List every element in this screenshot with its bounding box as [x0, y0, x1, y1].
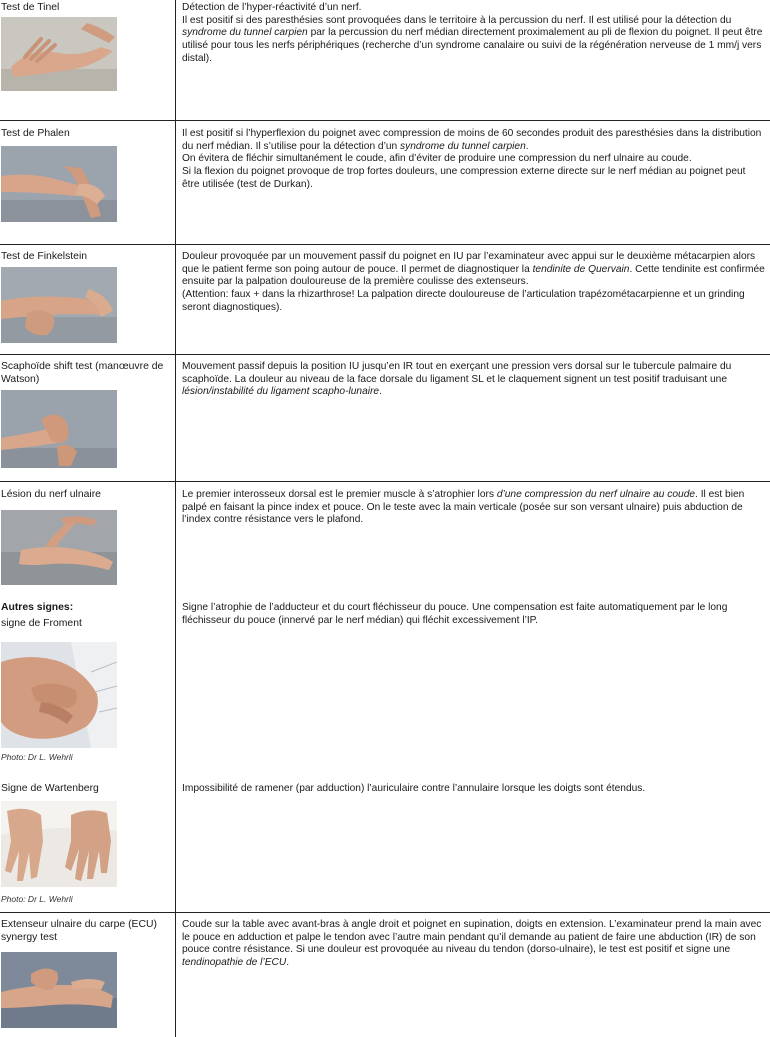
table-row	[0, 361, 770, 481]
test-cell	[1, 128, 171, 141]
test-label: signe de Froment	[1, 617, 82, 629]
test-cell	[1, 361, 171, 386]
table-row	[0, 251, 770, 353]
scaphoid-pressure-photo	[1, 390, 117, 468]
row-divider	[0, 912, 770, 913]
description-cell	[182, 783, 765, 796]
test-cell	[1, 251, 171, 264]
test-label: Test de Phalen	[1, 128, 70, 139]
test-label: Extenseur ulnaire du carpe (ECU) synergy test	[1, 919, 157, 943]
description-cell	[182, 128, 765, 192]
description-paragraph: Coude sur la table avec avant-bras à angle droit et poignet en supination, doigts en extension. L’examinateur prend la main avec le pouce en adduction et palpe le tendon avec l’autre main pendant qu’il demande au patient de faire une abduction (IR) de son pouce contre résistance. Si une douleur est provoquée au niveau du tendon (dorso-ulnaire), le test est positif et signe une tendinopathie de l’ECU.	[182, 919, 762, 969]
description-cell	[182, 2, 765, 66]
table-row	[0, 783, 770, 911]
test-label: Test de Tinel	[1, 2, 60, 13]
description-paragraph: Détection de l’hyper-réactivité d’un nerf.	[182, 2, 362, 13]
test-cell	[1, 489, 171, 502]
description-cell	[182, 489, 765, 527]
test-description	[182, 2, 765, 66]
test-description	[182, 919, 765, 970]
description-paragraph: Signe l’atrophie de l’adducteur et du court fléchisseur du pouce. Une compensation est faite automatiquement par le long fléchisseur du pouce (innervé par le nerf médian) qui fléchit excessivement l’IP.	[182, 602, 728, 626]
test-description	[182, 251, 765, 315]
table-row	[0, 489, 770, 595]
description-paragraph: Impossibilité de ramener (par adduction) l’auriculaire contre l’annulaire lorsque les doigts sont étendus.	[182, 783, 646, 794]
description-paragraph: Il est positif si des paresthésies sont provoquées dans le territoire à la percussion du nerf. Il est utilisé pour la détection du syndrome du tunnel carpien par la percussion du nerf médian directement proximalement au pli de flexion du poignet. Il peut être utilisé pour tous les nerfs périphériques (recherche d’un syndrome canalaire ou suivi de la régénération nerveuse de 1 mm/j vers distal).	[182, 14, 763, 64]
row-divider	[0, 354, 770, 355]
section-label: Autres signes:	[1, 602, 74, 613]
index-abduction-photo	[1, 510, 117, 585]
fist-ulnar-deviation-photo	[1, 267, 117, 343]
description-paragraph: Mouvement passif depuis la position IU jusqu’en IR tout en exerçant une pression vers dorsal sur le tubercule palmaire du scaphoïde. La douleur au niveau de la face dorsale du ligament SL et le claquement signent un test positif traduisant une lésion/instabilité du ligament scapho-lunaire.	[182, 361, 732, 398]
description-cell	[182, 251, 765, 315]
test-cell	[1, 783, 171, 796]
row-divider	[0, 244, 770, 245]
description-paragraph: (Attention: faux + dans la rhizarthrose! La palpation directe douloureuse de l’articulation trapézométacarpienne et un grinding seront diagnostiques).	[182, 289, 745, 313]
row-divider	[0, 481, 770, 482]
test-cell	[1, 602, 171, 630]
description-cell	[182, 602, 765, 627]
table-row	[0, 919, 770, 1037]
fingers-extended-photo	[1, 801, 117, 887]
forearm-supination-photo	[1, 952, 117, 1028]
table-row	[0, 128, 770, 244]
test-label: Scaphoïde shift test (manœuvre de Watson)	[1, 361, 164, 385]
test-label: Signe de Wartenberg	[1, 783, 99, 794]
description-paragraph: On évitera de fléchir simultanément le coude, afin d’éviter de produire une compression du nerf ulnaire au coude.	[182, 153, 692, 165]
test-description	[182, 489, 765, 527]
photo-credit: Photo: Dr L. Wehrli	[1, 894, 73, 904]
description-paragraph: Si la flexion du poignet provoque de trop fortes douleurs, une compression externe directe sur le nerf médian au poignet peut être utilisée (test de Durkan).	[182, 166, 746, 190]
hand-palm-up-photo	[1, 17, 117, 91]
photo-credit: Photo: Dr L. Wehrli	[1, 752, 73, 762]
row-divider	[0, 120, 770, 121]
wrists-flexed-photo	[1, 146, 117, 222]
test-description	[182, 128, 765, 192]
description-paragraph: Il est positif si l’hyperflexion du poignet avec compression de moins de 60 secondes produit des paresthésies dans la distribution du nerf médian. Il s’utilise pour la détection d’un syndrome du tunnel carpien.	[182, 128, 762, 152]
test-cell	[1, 919, 171, 944]
test-description	[182, 602, 765, 627]
test-label: Lésion du nerf ulnaire	[1, 489, 101, 500]
test-description	[182, 783, 765, 796]
description-paragraph: Douleur provoquée par un mouvement passif du poignet en IU par l’examinateur avec appui sur le deuxième métacarpien alors que le patient ferme son poing autour de pouce. Il permet de diagnostiquer la tendinite de Quervain. Cette tendinite est confirmée ensuite par la palpation douloureuse de la première coulisse des extenseurs.	[182, 251, 765, 288]
test-label: Test de Finkelstein	[1, 251, 88, 262]
test-description	[182, 361, 765, 399]
description-paragraph: Le premier interosseux dorsal est le premier muscle à s’atrophier lors d’une compression du nerf ulnaire au coude. Il est bien palpé en faisant la pince index et pouce. On le teste avec la main verticale (posée sur son versant ulnaire) puis abduction de l’index contre résistance vers le plafond.	[182, 489, 745, 526]
description-cell	[182, 361, 765, 399]
description-cell	[182, 919, 765, 970]
table-row	[0, 602, 770, 772]
table-row	[0, 2, 770, 120]
froment-pinch-photo	[1, 642, 117, 748]
test-cell	[1, 2, 171, 15]
